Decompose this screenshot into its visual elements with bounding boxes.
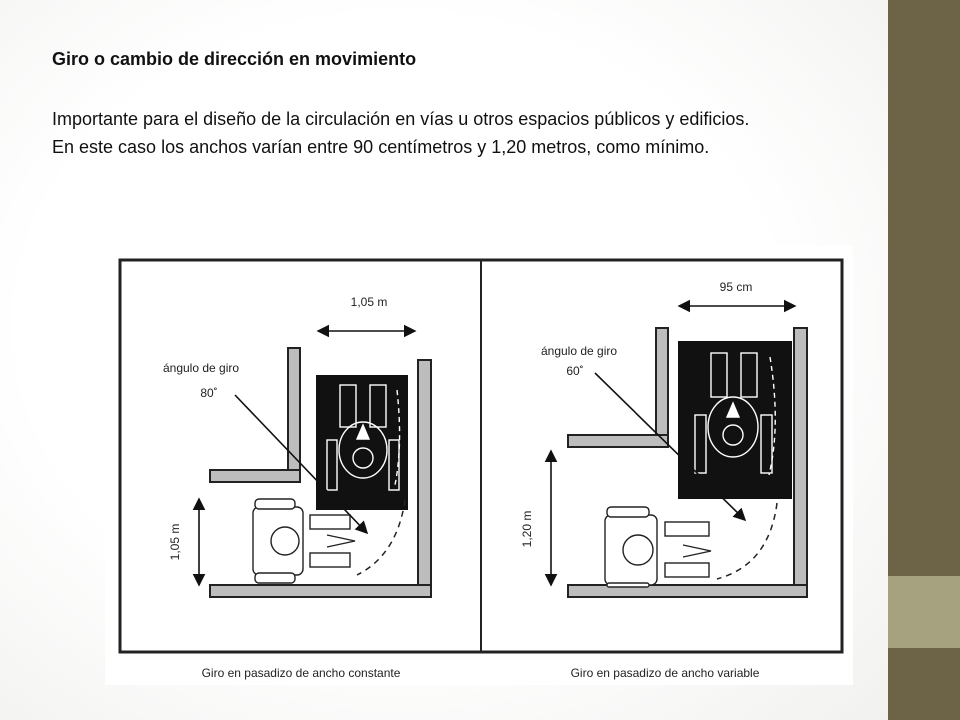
left-width-label: 1,05 m	[350, 295, 388, 309]
body-text-line-2: En este caso los anchos varían entre 90 centímetros y 1,20 metros, como mínimo.	[52, 137, 710, 157]
left-angle-label-2: 80˚	[200, 386, 218, 400]
right-caption: Giro en pasadizo de ancho variable	[570, 666, 760, 680]
right-outer-wall-vertical	[794, 328, 807, 597]
left-angle-label-1: ángulo de giro	[162, 361, 240, 375]
left-caption: Giro en pasadizo de ancho constante	[201, 666, 401, 680]
body-text-line-1: Importante para el diseño de la circulación en vías u otros espacios públicos y edificios.	[52, 109, 750, 129]
left-outer-wall-horizontal	[210, 585, 431, 597]
right-width-label: 95 cm	[719, 280, 753, 294]
right-panel-diagram	[520, 280, 807, 597]
left-height-label: 1,05 m	[168, 523, 182, 561]
right-angle-label-1: ángulo de giro	[540, 344, 618, 358]
right-inner-wall-vertical	[656, 328, 668, 435]
decorative-side-block-dark	[888, 648, 960, 720]
right-angle-label-2: 60˚	[566, 364, 584, 378]
right-outer-wall-horizontal	[568, 585, 807, 597]
right-inner-wall-horizontal	[568, 435, 668, 447]
right-wheelchair-turned	[605, 507, 711, 587]
right-height-label: 1,20 m	[520, 510, 534, 548]
wheelchair-turning-figure	[105, 245, 853, 685]
left-panel-diagram	[163, 295, 431, 597]
left-outer-wall-vertical	[418, 360, 431, 597]
left-wheelchair-turned	[253, 499, 355, 583]
decorative-side-block-light	[888, 576, 960, 648]
left-inner-wall-horizontal	[210, 470, 300, 482]
slide-title: Giro o cambio de dirección en movimiento	[52, 49, 417, 69]
